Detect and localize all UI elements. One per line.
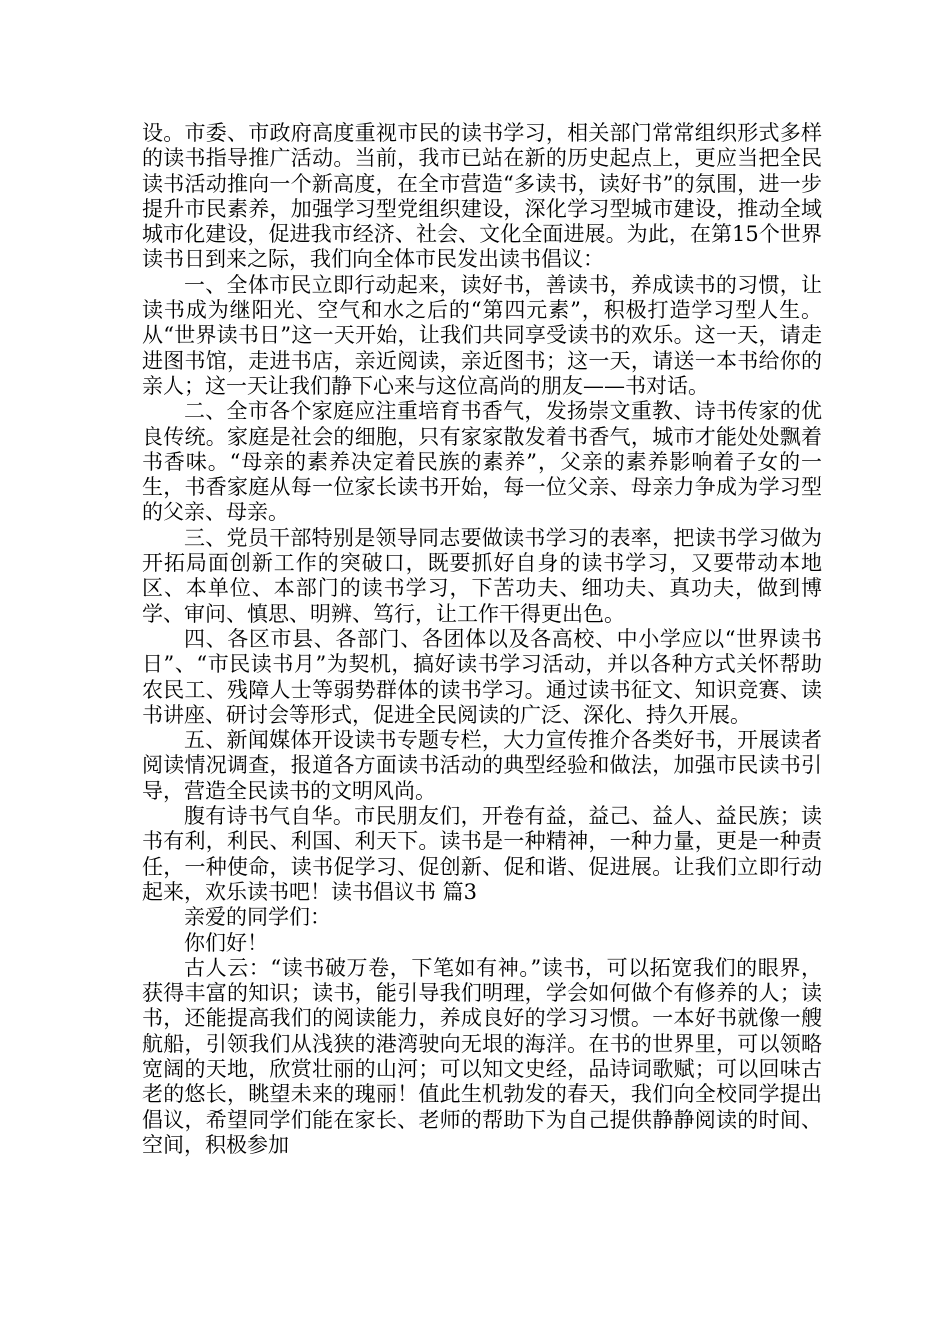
paragraph-intro: 设。市委、市政府高度重视市民的读书学习，相关部门常常组织形式多样的读书指导推广活动。当前，我市已站在新的历史起点上，更应当把全民读书活动推向一个新高度，在全市营造“多读书，读好书”的氛围，进一步提升市民素养，加强学习型党组织建设，深化学习型城市建设，推动全域城市化建设，促进我市经济、社会、文化全面进展。为此，在第15个世界读书日到来之际，我们向全体市民发出读书倡议： [142,121,822,272]
paragraph-greeting: 你们好！ [184,930,268,955]
document-page [142,121,822,1158]
paragraph-closing: 腹有诗书气自华。市民朋友们，开卷有益，益己、益人、益民族；读书有利，利民、利国、利天下。读书是一种精神，一种力量，更是一种责任，一种使命，读书促学习、促创新、促和谐、促进展。让我们立即行动起来，欢乐读书吧！读书倡议书 篇3 [142,804,822,904]
paragraph-proposal-3: 三、党员干部特别是领导同志要做读书学习的表率，把读书学习做为开拓局面创新工作的突破口，既要抓好自身的读书学习，又要带动本地区、本单位、本部门的读书学习，下苦功夫、细功夫、真功夫，做到博学、审问、慎思、明辨、笃行，让工作干得更出色。 [142,525,822,626]
paragraph-salutation: 亲爱的同学们： [184,905,331,930]
paragraph-proposal-5: 五、新闻媒体开设读书专题专栏，大力宣传推介各类好书，开展读者阅读情况调查，报道各方面读书活动的典型经验和做法，加强市民读书引导，营造全民读书的文明风尚。 [142,728,822,803]
paragraph-proposal-2: 二、全市各个家庭应注重培育书香气，发扬崇文重教、诗书传家的优良传统。家庭是社会的细胞，只有家家散发着书香气，城市才能处处飘着书香味。“母亲的素养决定着民族的素养”，父亲的素养影响着子女的一生，书香家庭从每一位家长读书开始，每一位父亲、母亲力争成为学习型的父亲、母亲。 [142,399,822,525]
paragraph-proposal-1: 一、全体市民立即行动起来，读好书，善读书，养成读书的习惯，让读书成为继阳光、空气和水之后的“第四元素”，积极打造学习型人生。从“世界读书日”这一天开始，让我们共同享受读书的欢乐。这一天，请走进图书馆，走进书店，亲近阅读，亲近图书；这一天，请送一本书给你的亲人；这一天让我们静下心来与这位高尚的朋友——书对话。 [142,272,822,398]
paragraph-body: 古人云：“读书破万卷，下笔如有神。”读书，可以拓宽我们的眼界，获得丰富的知识；读书，能引导我们明理，学会如何做个有修养的人；读书，还能提高我们的阅读能力，养成良好的学习习惯。一本好书就像一艘航船，引领我们从浅狭的港湾驶向无垠的海洋。在书的世界里，可以领略宽阔的天地，欣赏壮丽的山河；可以知文史经，品诗词歌赋；可以回味古老的悠长，眺望未来的瑰丽！值此生机勃发的春天，我们向全校同学提出倡议，希望同学们能在家长、老师的帮助下为自己提供静静阅读的时间、空间，积极参加 [142,955,822,1157]
paragraph-proposal-4: 四、各区市县、各部门、各团体以及各高校、中小学应以“世界读书日”、“市民读书月”为契机，搞好读书学习活动，并以各种方式关怀帮助农民工、残障人士等弱势群体的读书学习。通过读书征文、知识竞赛、读书讲座、研讨会等形式，促进全民阅读的广泛、深化、持久开展。 [142,626,822,727]
